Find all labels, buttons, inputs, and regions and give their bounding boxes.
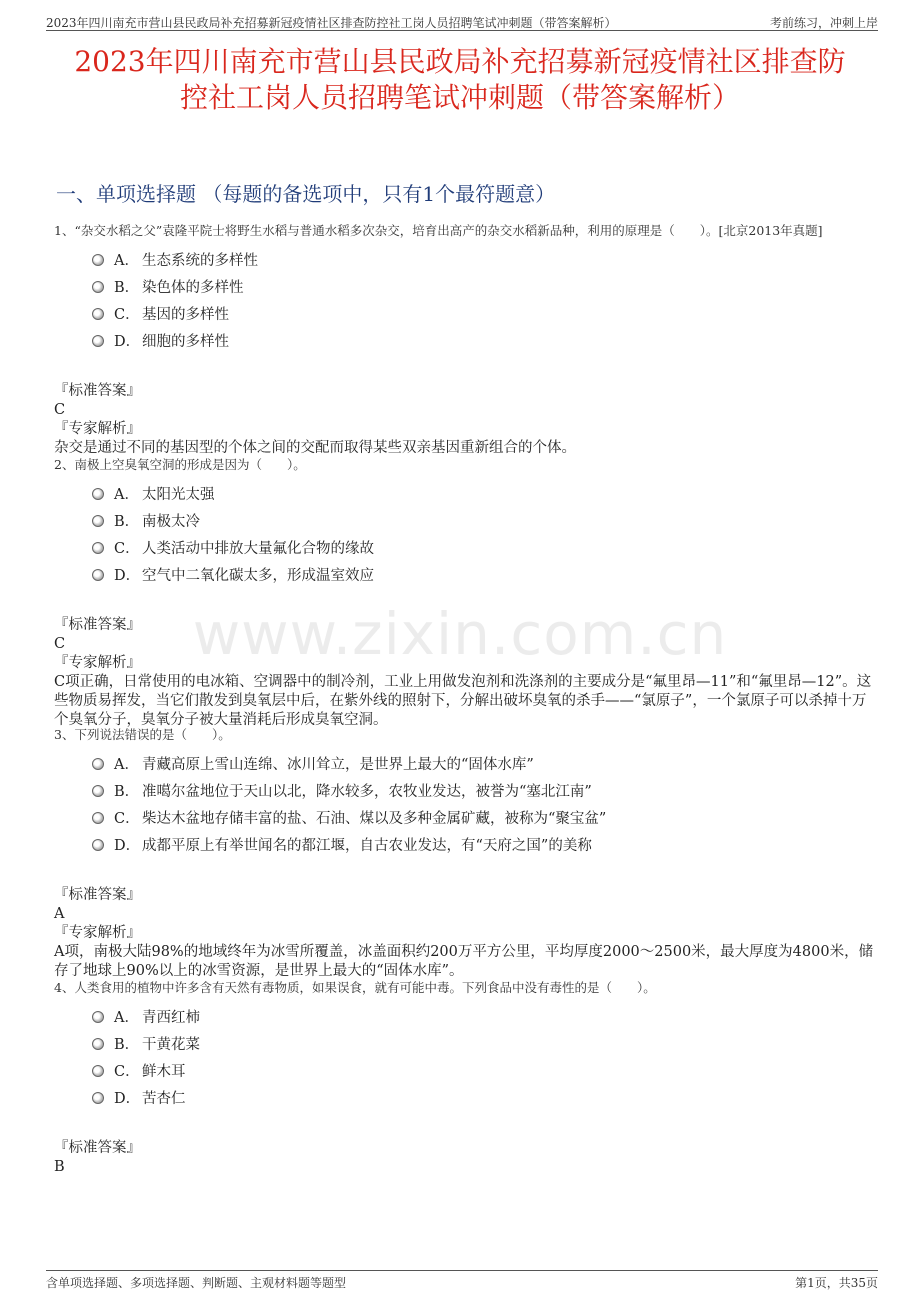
analysis-text: C项正确，日常使用的电冰箱、空调器中的制冷剂，工业上用做发泡剂和洗涤剂的主要成分是“氟里昂—11”和“氟里昂—12”。这些物质易挥发，当它们散发到臭氧层中后，在紫外线的照射下，分解出破坏臭氧的杀手——“氯原子”，一个氯原子可以杀掉十万个臭氧分子，臭氧分子被大量消耗后形成臭氧空洞。 bbox=[54, 674, 872, 728]
question-1 bbox=[54, 222, 880, 458]
option-c[interactable]: C． 柴达木盆地存储丰富的盐、石油、煤以及多种金属矿藏，被称为“聚宝盆” bbox=[92, 804, 880, 831]
question-stem: 4、人类食用的植物中许多含有天然有毒物质，如果误食，就有可能中毒。下列食品中没有毒性的是（ ）。 bbox=[54, 980, 656, 995]
option-list bbox=[92, 750, 880, 858]
option-list bbox=[92, 1003, 880, 1111]
radio-icon[interactable] bbox=[92, 1011, 104, 1023]
option-b[interactable]: B． 南极太冷 bbox=[92, 507, 880, 534]
option-a[interactable]: A． 太阳光太强 bbox=[92, 480, 880, 507]
option-b[interactable]: B． 干黄花菜 bbox=[92, 1030, 880, 1057]
analysis-text: A项，南极大陆98%的地域终年为冰雪所覆盖，冰盖面积约200万平方公里，平均厚度2000～2500米，最大厚度为4800米，储存了地球上90%以上的冰雪资源，是世界上最大的“固体水库”。 bbox=[54, 944, 874, 979]
option-d[interactable]: D． 苦杏仁 bbox=[92, 1084, 880, 1111]
answer-label: 『标准答案』 bbox=[54, 887, 141, 903]
radio-icon[interactable] bbox=[92, 542, 104, 554]
radio-icon[interactable] bbox=[92, 254, 104, 266]
section-title: 一、单项选择题 （每题的备选项中，只有1个最符题意） bbox=[56, 182, 556, 206]
answer-block bbox=[54, 886, 880, 981]
answer-block bbox=[54, 382, 880, 458]
radio-icon[interactable] bbox=[92, 515, 104, 527]
answer-block bbox=[54, 1139, 880, 1177]
option-b[interactable]: B． 染色体的多样性 bbox=[92, 273, 880, 300]
answer-value: C bbox=[54, 402, 66, 418]
answer-value: C bbox=[54, 636, 66, 652]
answer-label: 『标准答案』 bbox=[54, 617, 141, 633]
radio-icon[interactable] bbox=[92, 758, 104, 770]
question-2 bbox=[54, 456, 880, 730]
analysis-text: 杂交是通过不同的基因型的个体之间的交配而取得某些双亲基因重新组合的个体。 bbox=[54, 440, 576, 456]
option-d[interactable]: D． 成都平原上有举世闻名的都江堰，自古农业发达，有“天府之国”的美称 bbox=[92, 831, 880, 858]
answer-value: B bbox=[54, 1159, 65, 1175]
option-c[interactable]: C． 人类活动中排放大量氟化合物的缘故 bbox=[92, 534, 880, 561]
question-stem: 1、“杂交水稻之父”袁隆平院士将野生水稻与普通水稻多次杂交，培育出高产的杂交水稻新品种，利用的原理是（ ）。[北京2013年真题] bbox=[54, 223, 823, 238]
option-list bbox=[92, 480, 880, 588]
analysis-label: 『专家解析』 bbox=[54, 925, 141, 941]
page-header bbox=[46, 12, 878, 31]
question-3 bbox=[54, 726, 880, 981]
option-c[interactable]: C． 基因的多样性 bbox=[92, 300, 880, 327]
footer-note: 含单项选择题、多项选择题、判断题、主观材料题等题型 bbox=[46, 1276, 347, 1290]
option-a[interactable]: A． 生态系统的多样性 bbox=[92, 246, 880, 273]
title-line-1: 2023年四川南充市营山县民政局补充招募新冠疫情社区排查防 bbox=[74, 45, 846, 78]
radio-icon[interactable] bbox=[92, 335, 104, 347]
answer-value: A bbox=[54, 906, 65, 922]
radio-icon[interactable] bbox=[92, 308, 104, 320]
question-4 bbox=[54, 979, 880, 1177]
option-a[interactable]: A． 青西红柿 bbox=[92, 1003, 880, 1030]
radio-icon[interactable] bbox=[92, 812, 104, 824]
header-slogan: 考前练习，冲刺上岸 bbox=[769, 16, 878, 30]
radio-icon[interactable] bbox=[92, 281, 104, 293]
analysis-label: 『专家解析』 bbox=[54, 655, 141, 671]
question-stem: 2、南极上空臭氧空洞的形成是因为（ ）。 bbox=[54, 457, 306, 472]
option-list bbox=[92, 246, 880, 354]
option-a[interactable]: A． 青藏高原上雪山连绵、冰川耸立，是世界上最大的“固体水库” bbox=[92, 750, 880, 777]
analysis-label: 『专家解析』 bbox=[54, 421, 141, 437]
option-d[interactable]: D． 细胞的多样性 bbox=[92, 327, 880, 354]
answer-block bbox=[54, 616, 880, 730]
question-stem: 3、下列说法错误的是（ ）。 bbox=[54, 727, 231, 742]
radio-icon[interactable] bbox=[92, 488, 104, 500]
radio-icon[interactable] bbox=[92, 569, 104, 581]
option-d[interactable]: D． 空气中二氧化碳太多，形成温室效应 bbox=[92, 561, 880, 588]
answer-label: 『标准答案』 bbox=[54, 383, 141, 399]
option-c[interactable]: C． 鲜木耳 bbox=[92, 1057, 880, 1084]
answer-label: 『标准答案』 bbox=[54, 1140, 141, 1156]
radio-icon[interactable] bbox=[92, 1038, 104, 1050]
option-b[interactable]: B． 准噶尔盆地位于天山以北，降水较多，农牧业发达，被誉为“塞北江南” bbox=[92, 777, 880, 804]
radio-icon[interactable] bbox=[92, 1065, 104, 1077]
radio-icon[interactable] bbox=[92, 839, 104, 851]
header-doc-title: 2023年四川南充市营山县民政局补充招募新冠疫情社区排查防控社工岗人员招聘笔试冲刺题（带答案解析） bbox=[46, 16, 617, 30]
page-number: 第1页，共35页 bbox=[795, 1276, 878, 1290]
title-line-2: 控社工岗人员招聘笔试冲刺题（带答案解析） bbox=[179, 81, 740, 114]
page-footer bbox=[46, 1270, 878, 1291]
document-title bbox=[40, 44, 880, 116]
radio-icon[interactable] bbox=[92, 1092, 104, 1104]
watermark: www.zixin.com.cn bbox=[192, 600, 728, 668]
radio-icon[interactable] bbox=[92, 785, 104, 797]
